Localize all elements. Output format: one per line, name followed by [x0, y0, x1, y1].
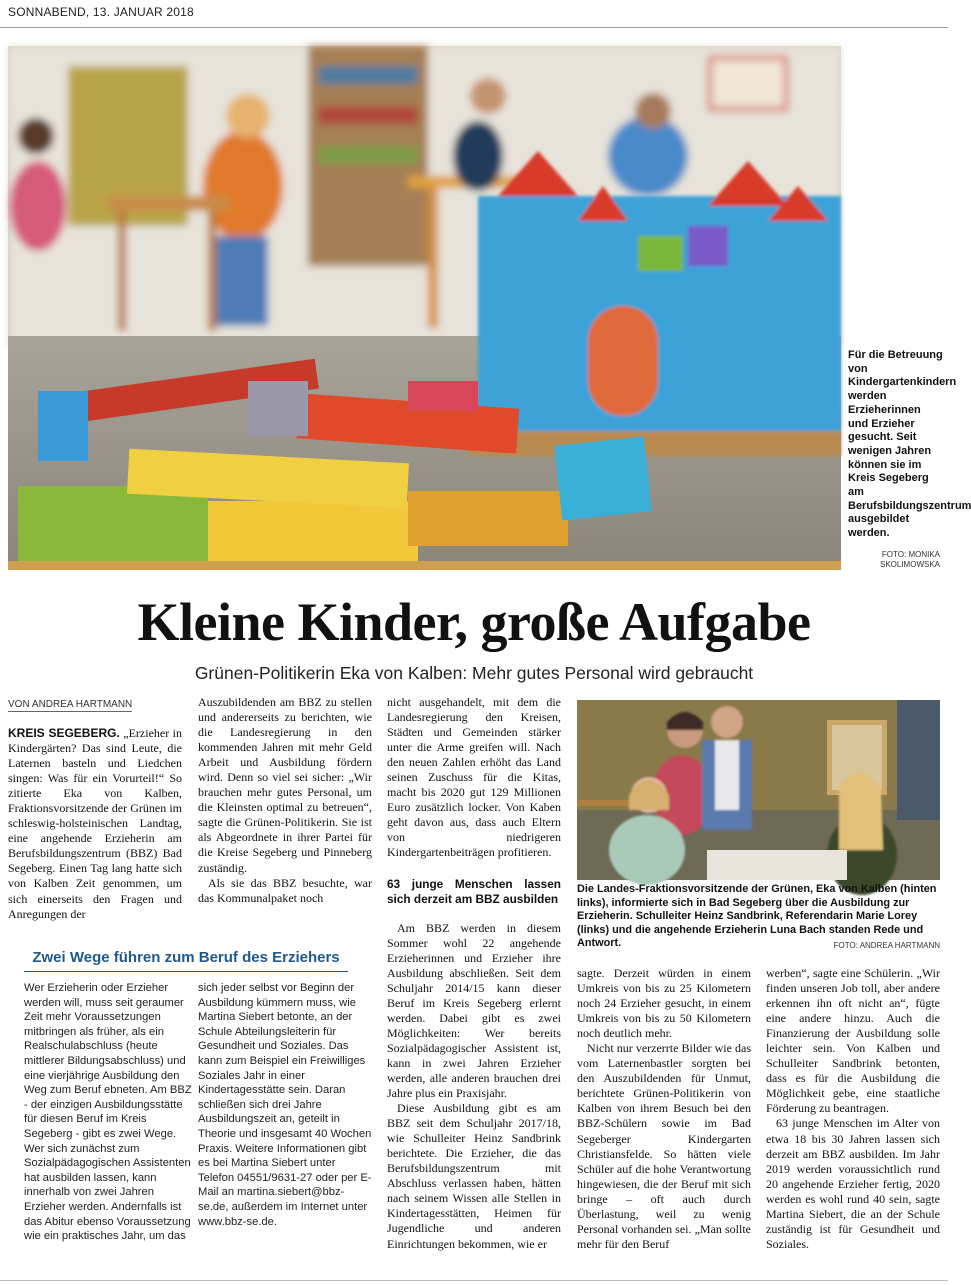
article-paragraph: 63 junge Menschen im Alter von etwa 18 bis 30 Jahren lassen sich derzeit am BBZ ausbilden. Im Jahr 2019 werden voraussichtlich rund 20 angehende Erzieher fertig, 2020 werden es wohl rund 40 sein, sagte Martina Siebert, die an der Schule zuständig ist für Gesundheit und Soziales.: [766, 1116, 940, 1251]
article-column-5: [577, 966, 751, 1252]
byline: VON ANDREA HARTMANN: [8, 699, 133, 710]
info-box-text: Wer Erzieherin oder Erzieher werden will, muss seit geraumer Zeit mehr Voraussetzungen mitbringen als früher, als ein Realschulabschluss (heute mittlerer Bildungsabschluss) und eine vierjährige Ausbildung den Weg zum Beruf ebneten. Am BBZ - der einzigen Ausbildungsstätte für diesen Beruf im Kreis Segeberg - gibt es zwei Wege. Wer sich zunächst zum Sozialpädagogischen Assistenten hat ausbilden lassen, kann innerhalb von zwei Jahren Erzieher werden. Andernfalls ist das Abitur ebenso Voraussetzung wie ein praktisches Jahr, um das: [24, 982, 192, 1243]
article-text: „Erzieher in Kindergärten? Das sind Leute, die Laternen basteln und Liedchen singen: Was für ein Vorurteil!“ So zitierte Eka von Kalben, Fraktionsvorsitzende der Grünen im schleswig-holsteinischen Landtag, eine angehende Erzieherin am Berufsbildungszentrum (BBZ) Bad Segeberg. Einen Tag lang hatte sich von Kalben Zeit genommen, um sich einerseits den Fragen und Anregungen der: [8, 726, 183, 921]
second-photo-caption: Die Landes-Fraktionsvorsitzende der Grünen, Eka von Kalben (hinten links), informierte sich in Bad Segeberg über die Ausbildung zur Erzieherin. Schulleiter Heinz Sandbrink, Referendarin Marie Lorey (links) und die angehende Erzieherin Luna Bach standen Rede und Antwort.: [577, 883, 937, 950]
info-box-column-2: [198, 981, 372, 1229]
dateline-place: KREIS SEGEBERG.: [8, 726, 120, 740]
article-column-6: [766, 966, 940, 1252]
column-subheading: 63 junge Menschen lassen sich derzeit am BBZ ausbilden: [387, 876, 561, 906]
article-paragraph: Nicht nur verzerrte Bilder wie das vom Laternenbastler sorgten bei den Auszubildenden für Unmut, berichtete Grünen-Politikerin von Kalben von ihrem Besuch bei den BBZ-Schülern sowie im Bad Segeberger Kindergarten Christiansfelde. So hätten viele Schüler auf die hohe Verantwortung hingewiesen, die der Beruf mit sich bringe – oft auch durch Überlastung, weil zu wenig Personal vorhanden sei. „Man sollte mehr für den Beruf: [577, 1041, 751, 1251]
article-paragraph: nicht ausgehandelt, mit dem die Landesregierung den Kreisen, Städten und Gemeinden stärker unter die Arme greifen will. Nach den neuen Zahlen erhöht das Land seinen Zuschuss für die Kitas, macht bis 2020 gut 129 Millionen Euro zusätzlich locker. Von Kaben geht davon aus, dass auch Eltern von niedrigeren Kindergartenbeiträgen profitieren.: [387, 695, 561, 860]
article-paragraph: Diese Ausbildung gibt es am BBZ seit dem Schuljahr 2017/18, wie Schulleiter Heinz Sandbrink berichtete. Die Erzieher, die das Berufsbildungszentrum mit Abschluss verlassen haben, hätten nach seinem Wissen alle Stellen in Kindertagesstätten, Heimen für Jugendliche und anderen Einrichtungen bekommen, wie er: [387, 1101, 561, 1251]
article-paragraph: werben“, sagte eine Schülerin. „Wir finden unseren Job toll, aber andere erkennen ihn oft nicht an“, fügte eine andere hinzu. Auch die Finanzierung der Ausbildung solle leichter sein. Von Kalben und Schulleiter Sandbrink betonten, dass es für die Ausbildung die Möglichkeit gebe, eine staatliche Förderung zu beantragen.: [766, 966, 940, 1116]
article-paragraph: sagte. Derzeit würden in einem Umkreis von bis zu 25 Kilometern noch 24 Erzieher gesucht, in einem Umkreis von bis zu 50 Kilometern noch deutlich mehr.: [577, 966, 751, 1041]
article-paragraph: Auszubildenden am BBZ zu stellen und andererseits zu berichten, wie die Landesregierung in den kommenden Jahren mit mehr Geld Arbeit und Ausbildung fördern wird. Denn so viel sei sicher: „Wir brauchen mehr gutes Personal, um die Kleinsten optimal zu betreuen“, sagte die Grünen-Politikerin. Sie ist als Abgeordnete in ihrer Partei für die Kreise Segeberg und Pinneberg zuständig.: [198, 695, 372, 875]
main-photo-caption: Für die Betreuung von Kindergartenkindern werden Erzieherinnen und Erzieher gesucht. Seit wenigen Jahren können sie im Kreis Segeberg am Berufsbildungszentrum ausgebildet werden.: [848, 349, 971, 540]
subhead: Grünen-Politikerin Eka von Kalben: Mehr gutes Personal wird gebraucht: [194, 663, 754, 683]
article-column-2: [198, 695, 372, 906]
info-box-title: Zwei Wege führen zum Beruf des Erziehers: [24, 949, 348, 972]
info-box: [8, 941, 372, 1268]
article-column-1: [8, 726, 182, 922]
info-box-column-1: [24, 981, 198, 1244]
article-paragraph: Am BBZ werden in diesem Sommer wohl 22 angehende Erzieherinnen und Erzieher ihre Ausbildung abschließen. Seit dem Schuljahr 2014/15 kann dieser Beruf im Kreis Segeberg erlernt werden. Dabei gibt es zwei Möglichkeiten: Wer bereits Sozialpädagogischer Assistent ist, kann in zwei Jahren Erzieher werden, alle anderen brauchen drei Jahre plus ein Praxisjahr.: [387, 920, 561, 1101]
article-column-3: [387, 695, 561, 1252]
info-box-text: sich jeder selbst vor Beginn der Ausbildung kümmern muss, wie Martina Siebert betonte, an der Schule Abteilungsleiterin für Gesundheit und Soziales. Das kann zum Beispiel ein Freiwilliges Soziales Jahr in einer Kindertagesstätte sein. Daran schließen sich drei Jahre Ausbildungszeit an, geteilt in Theorie und insgesamt 40 Wochen Praxis. Weitere Informationen gibt es bei Martina Siebert unter Telefon 04551/9631-27 oder per E-Mail an martina.siebert@bbz-se.de, außerdem im Internet unter www.bbz-se.de.: [198, 982, 372, 1228]
second-photo-credit: FOTO: ANDREA HARTMANN: [833, 941, 940, 950]
bottom-rule: [0, 1280, 948, 1281]
main-photo: [8, 46, 841, 570]
headline: Kleine Kinder, große Aufgabe: [137, 592, 811, 652]
main-photo-credit: FOTO: MONIKA SKOLIMOWSKA: [879, 550, 940, 569]
second-photo: [577, 700, 940, 880]
top-rule: [0, 27, 948, 28]
dateline: SONNABEND, 13. JANUAR 2018: [8, 5, 194, 19]
article-paragraph: Als sie das BBZ besuchte, war das Kommunalpaket noch: [198, 875, 372, 905]
